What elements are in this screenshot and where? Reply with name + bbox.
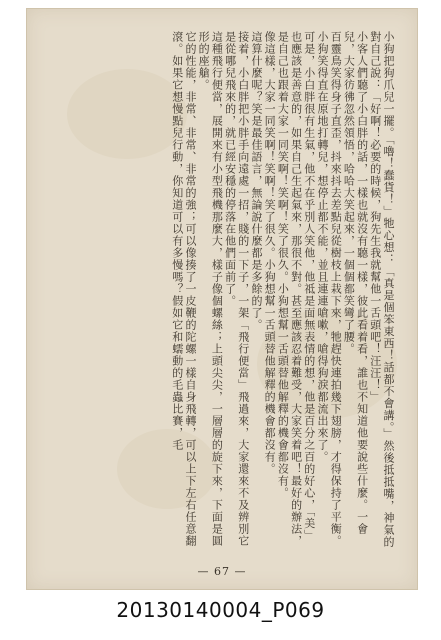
paragraph: 可是，小白胖很有生氣，他不在乎別人笑他，他祗是面無表情的想，他是百分之百的好心，「美」也應該是善意的，如果自己生起氣來，那很不對。甚至應該忍着難受，大家笑着吧！最好的辦法，是自己也跟着大家一同笑啊！笑啊！笑了很久。小狗想幫一舌頭替他解釋的機會都沒有。 bbox=[276, 31, 316, 547]
image-id-caption: 20130140004_P069 bbox=[116, 598, 325, 622]
paragraph: 小狗笑得直在原地打轉兒，想停止都不能，並且連連嗆嗽，嗆得狗淚都流出來了。 bbox=[315, 31, 329, 463]
paragraph: 百靈鳥笑得身子直歪，抖來抖去差點兒從樹枝上栽下來，牠趕快連拍幾下翅膀，才得保持了平衡。 bbox=[329, 31, 343, 547]
paragraph: 這算什麼呢？笑是最佳語言，無論說什麼都是多餘的了。 bbox=[249, 31, 263, 331]
scanned-page bbox=[26, 8, 418, 590]
paragraph: 接着，小白胖把小胖手向遠處一招，賤的一下子，一架「飛行便當」飛過來，大家還來不及辨別它是從哪兒飛來的，就已經安穩的停落在他們面前了。 bbox=[223, 31, 250, 547]
paragraph: 小客人們聽了小白胖的話，一樣也就沒有聽一樣，彼此看着看，誰也不知道他要說些什麼。一會兒，大家彷彿忽然領悟，哈哈大笑起來，一個個都笑彎了腰。 bbox=[342, 31, 369, 535]
vertical-body-text bbox=[51, 31, 395, 551]
paragraph: 它的性能，非常、非常、非常的強；可以像揍了一皮鞭的陀螺一樣自身飛轉，可以上下左右任意翻滾。如果它想慢點兒行動，你知道可以有多慢嗎？假如它和蠕動的毛蟲比賽，毛 bbox=[170, 31, 197, 547]
paragraph: 這種飛行便當，展開來有小型飛機那麼大，樣子像個螺絲；上頭尖尖，一層層的旋下來，下面是圓形的座艙。 bbox=[197, 31, 224, 547]
paragraph: 小狗把狗爪兒一擺。「嚕！蠢貨！」牠心想：「真是個笨東西！話都不會講。」然後抵抵嘴，神氣的對自己說：「好啊！必要的時候，狗先生我就幫他一舌頭吧！汪汪！」 bbox=[368, 31, 395, 548]
page-number: — 67 — bbox=[197, 565, 247, 578]
paragraph: 像這樣，大家一同笑啊！笑啊！笑了很久。小狗想幫一舌頭替他解釋的機會都沒有。 bbox=[263, 31, 277, 475]
